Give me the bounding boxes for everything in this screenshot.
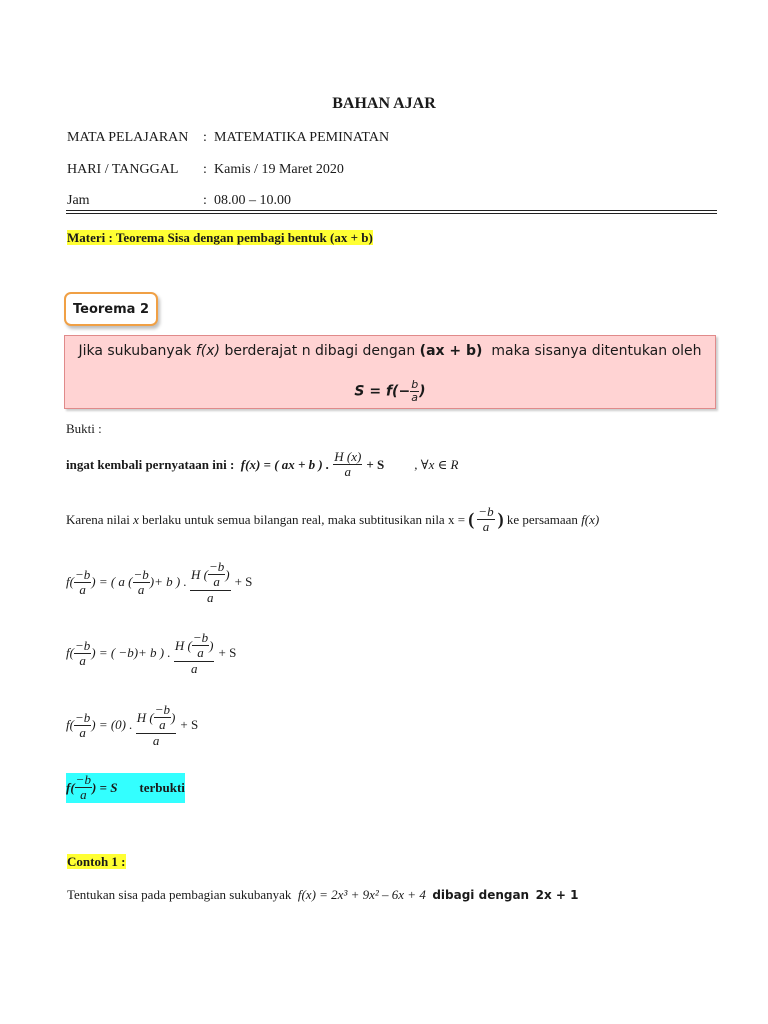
proof-equation-3 [66, 703, 202, 748]
fraction-denominator: a [213, 574, 220, 590]
fraction-numerator: −b [75, 772, 91, 787]
example-heading-text: Contoh 1 : [67, 854, 126, 869]
subst-text-b: berlaku untuk semua bilangan real, maka subtitusikan nila x = [142, 511, 466, 527]
recall-statement [66, 450, 458, 480]
question-text: Tentukan sisa pada pembagian sukubanyak [67, 887, 292, 902]
fraction-denominator: a [159, 717, 166, 733]
fraction-numerator [190, 560, 231, 591]
eq-equals: ) = [91, 717, 108, 733]
eq-h-inner-fraction [192, 631, 209, 661]
subst-open-paren: ( [468, 509, 475, 530]
recall-lead: ingat kembali pernyataan ini : [66, 456, 235, 472]
proof-label: Bukti : [66, 421, 102, 436]
meta-label: HARI / TANGGAL [67, 162, 179, 177]
eq-h-close: ) [171, 709, 176, 725]
eq-h: H ( [136, 709, 154, 725]
eq-f: f( [66, 779, 75, 795]
theorem-divisor: (ax + b) [419, 343, 483, 359]
eq-h-close: ) [209, 637, 214, 653]
meta-row-subject [67, 130, 389, 146]
meta-row-time [67, 193, 291, 209]
eq-equals-s: ) = S [91, 779, 118, 795]
fraction-numerator: −b [74, 566, 91, 582]
eq-arg-fraction [74, 711, 91, 741]
subst-fraction [477, 505, 494, 535]
fraction-denominator: a [482, 519, 490, 535]
theorem-tag-label: Teorema 2 [72, 301, 149, 317]
meta-value: 08.00 – 10.00 [214, 193, 291, 208]
eq-h-fraction [190, 560, 231, 605]
eq-arg-fraction [75, 773, 92, 803]
meta-colon: : [203, 193, 207, 208]
fraction-numerator: −b [74, 637, 91, 653]
eq-tail: + S [234, 574, 253, 590]
fraction-denominator: a [79, 581, 86, 597]
question-divisor: 2x + 1 [535, 888, 579, 902]
eq-h-close: ) [225, 566, 230, 582]
recall-forall: , ∀x ∈ R [414, 456, 459, 472]
theorem-text-c: maka sisanya ditentukan oleh [491, 343, 702, 359]
meta-colon: : [203, 130, 207, 145]
fraction-denominator: a [152, 732, 160, 748]
fraction-numerator: −b [133, 566, 149, 582]
subst-text-c: ke persamaan [506, 511, 578, 527]
eq-middle: ( −b)+ b ) . [110, 645, 171, 661]
proof-equation-1 [66, 560, 256, 605]
eq-arg-fraction [74, 639, 91, 669]
question-polynomial: f(x) = 2x³ + 9x² – 6x + 4 [297, 887, 426, 902]
eq-h-inner-fraction [208, 560, 225, 590]
example-heading [67, 854, 126, 870]
theorem-text-b: berderajat n dibagi dengan [224, 343, 416, 359]
fraction-numerator: −b [208, 559, 225, 574]
theorem-text-a: Jika sukubanyak [78, 343, 192, 359]
theorem-box [64, 335, 716, 409]
meta-value: MATEMATIKA PEMINATAN [214, 130, 390, 145]
theorem-tag [64, 292, 158, 326]
example-question [67, 887, 578, 903]
eq-middle: (0) . [110, 717, 133, 733]
subst-text-a: Karena nilai [66, 511, 130, 527]
fraction-numerator: −b [74, 709, 91, 725]
fraction-denominator: a [137, 581, 145, 597]
eq-f: f( [66, 645, 74, 661]
result-highlight [66, 773, 185, 803]
fraction-denominator: a [79, 652, 86, 668]
recall-lhs: f(x) = ( ax + b ) . [240, 456, 330, 472]
materi-heading [67, 230, 373, 246]
fraction-numerator: −b [192, 630, 209, 645]
fraction-numerator: −b [154, 702, 171, 717]
fraction-numerator [174, 631, 215, 662]
fraction-denominator: a [197, 645, 204, 661]
eq-h: H ( [174, 637, 192, 653]
meta-label: MATA PELAJARAN [67, 130, 189, 145]
materi-text: Materi : Teorema Sisa dengan pembagi bentuk (ax + b) [67, 230, 373, 245]
header-rule-bottom [66, 213, 717, 214]
page-title: BAHAN AJAR [332, 95, 436, 112]
theorem-s-fraction [410, 379, 419, 404]
header-rule-top [66, 210, 717, 211]
theorem-fx: f(x) [195, 343, 220, 359]
question-dibagi: dibagi dengan [432, 888, 530, 902]
subst-close-paren: ) [497, 509, 504, 530]
meta-row-date [67, 162, 344, 178]
eq-h: H ( [190, 566, 208, 582]
eq-h-fraction [174, 631, 215, 676]
fraction-numerator [136, 703, 177, 734]
eq-h-inner-fraction [154, 703, 171, 733]
fraction-denominator: a [79, 724, 86, 740]
substitution-sentence [66, 505, 599, 535]
subst-x: x [133, 511, 139, 527]
eq-equals: ) = [91, 574, 108, 590]
meta-colon: : [203, 162, 207, 177]
recall-fraction [333, 450, 362, 480]
meta-label: Jam [67, 193, 90, 208]
eq-inner-fraction [133, 568, 150, 598]
proof-equation-2 [66, 631, 240, 676]
eq-middle: ( a ( [110, 574, 133, 590]
fraction-denominator: a [80, 787, 87, 803]
eq-equals: ) = [91, 645, 108, 661]
fraction-denominator: a [190, 660, 198, 676]
theorem-formula [65, 379, 715, 404]
meta-value: Kamis / 19 Maret 2020 [214, 162, 344, 177]
fraction-numerator: b [411, 378, 419, 391]
eq-f: f( [66, 717, 74, 733]
fraction-denominator: a [344, 464, 352, 480]
fraction-denominator: a [411, 391, 419, 405]
theorem-s-prefix: S = f(− [354, 383, 411, 400]
fraction-denominator: a [207, 589, 214, 605]
eq-tail: + S [180, 717, 199, 733]
proof-result [66, 773, 185, 803]
eq-h-fraction [136, 703, 177, 748]
result-word: terbukti [139, 779, 185, 795]
eq-f: f( [66, 574, 74, 590]
eq-arg-fraction [74, 568, 91, 598]
theorem-s-suffix: ) [419, 383, 426, 400]
fraction-numerator: −b [478, 504, 494, 519]
eq-tail: + S [218, 645, 237, 661]
eq-middle-2: )+ b ) . [149, 574, 187, 590]
fraction-numerator: H (x) [334, 449, 362, 464]
subst-fx: f(x) [581, 511, 600, 527]
recall-plus-s: + S [366, 456, 385, 472]
theorem-statement [65, 343, 715, 359]
